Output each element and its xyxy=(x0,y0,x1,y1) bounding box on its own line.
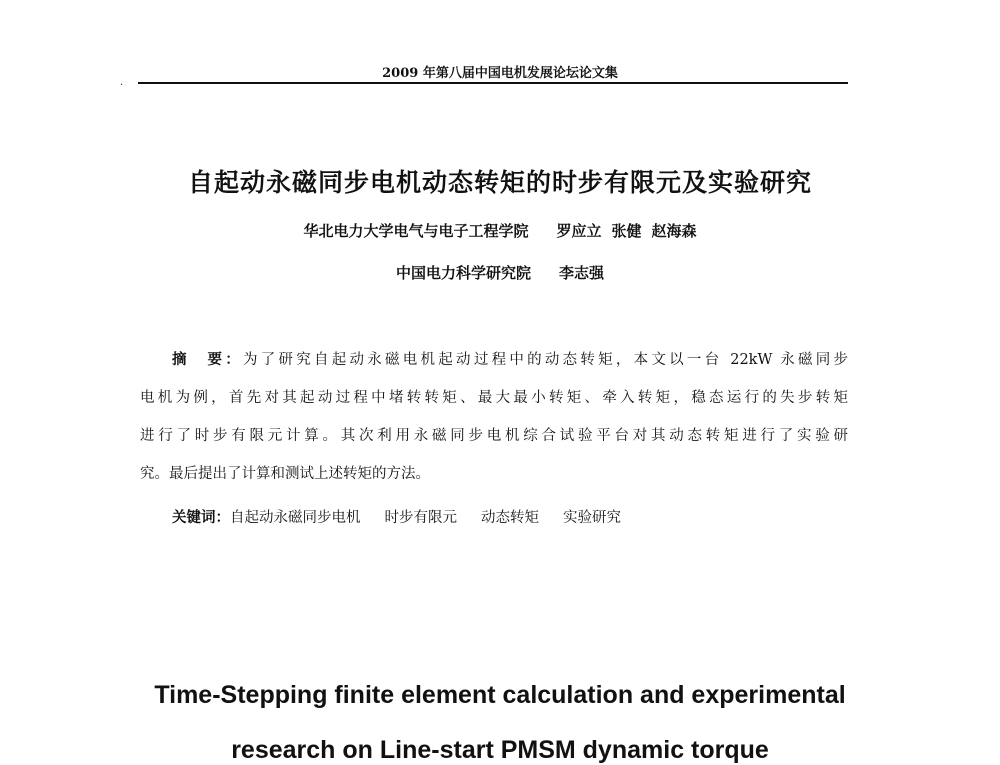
paper-title-english-line-1: Time-Stepping finite element calculation and experimental xyxy=(154,681,846,709)
affiliation-line-1 xyxy=(0,220,1000,241)
scan-mark: · xyxy=(120,80,124,91)
paper-title-english-line-2: research on Line-start PMSM dynamic torque xyxy=(231,736,769,764)
affiliation-line-2 xyxy=(0,262,1000,283)
author-name: 张健 xyxy=(611,222,642,240)
abstract-line: 电机为例，首先对其起动过程中堵转转矩、最大最小转矩、牵入转矩，稳态运行的失步转矩 xyxy=(140,390,848,406)
keyword: 动态转矩 xyxy=(481,510,539,526)
keyword: 时步有限元 xyxy=(384,510,457,526)
abstract-label: 摘 要： xyxy=(172,351,244,368)
author-name: 罗应立 xyxy=(556,222,602,240)
paper-title-chinese: 自起动永磁同步电机动态转矩的时步有限元及实验研究 xyxy=(187,168,812,197)
running-header: 2009 年第八届中国电机发展论坛论文集 xyxy=(382,66,618,81)
header-rule xyxy=(138,82,848,84)
author-name: 李志强 xyxy=(559,264,605,282)
abstract-line: 究。最后提出了计算和测试上述转矩的方法。 xyxy=(140,466,430,482)
abstract xyxy=(140,341,848,493)
keyword: 自起动永磁同步电机 xyxy=(230,510,361,526)
abstract-line: 进行了时步有限元计算。其次利用永磁同步电机综合试验平台对其动态转矩进行了实验研 xyxy=(140,428,848,444)
abstract-text: 为了研究自起动永磁电机起动过程中的动态转矩，本文以一台 22kW 永磁同步 xyxy=(243,352,848,368)
abstract-line xyxy=(140,341,848,379)
keywords-label: 关键词： xyxy=(172,509,230,526)
keyword: 实验研究 xyxy=(563,510,621,526)
author-name: 赵海森 xyxy=(651,222,697,240)
institution: 中国电力科学研究院 xyxy=(395,264,531,282)
keywords xyxy=(172,506,645,527)
institution: 华北电力大学电气与电子工程学院 xyxy=(303,222,529,240)
